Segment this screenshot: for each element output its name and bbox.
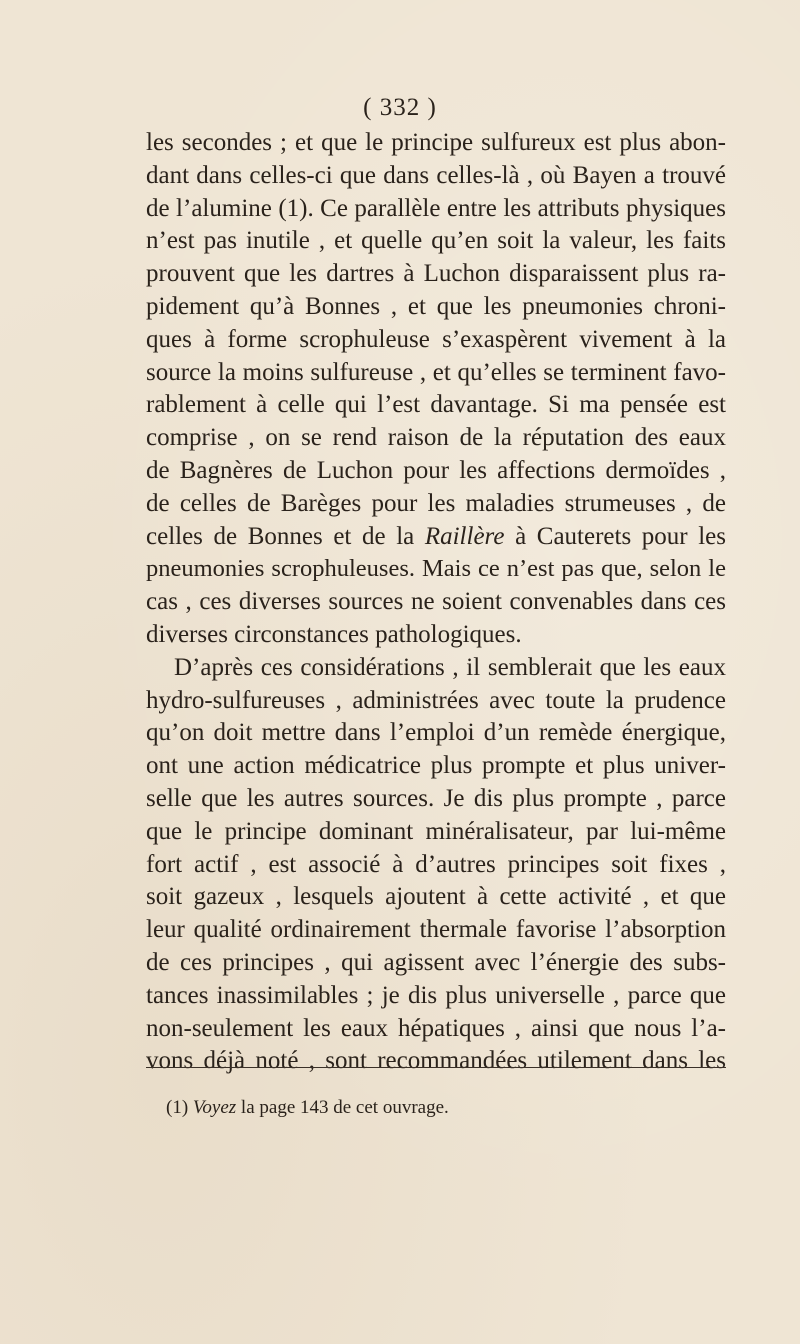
text-line-with-italic <box>146 521 726 554</box>
text-line: de ces principes , qui agissent avec l’énergie des subs- <box>146 948 726 976</box>
text-line: qu’on doit mettre dans l’emploi d’un remède énergique, <box>146 719 726 747</box>
paragraph-2 <box>146 652 726 1078</box>
text-line: vons déjà noté , sont recommandées utilement dans les <box>146 1047 726 1075</box>
text-line: de l’alumine (1). Ce parallèle entre les attributs physiques <box>146 194 726 222</box>
footnote-text: la page 143 de cet ouvrage. <box>236 1097 449 1118</box>
footnote-marker: (1) <box>166 1097 193 1118</box>
body-text <box>146 127 726 1078</box>
text-line: non-seulement les eaux hépatiques , ainsi que nous l’a- <box>146 1014 726 1042</box>
text-line: comprise , on se rend raison de la réputation des eaux <box>146 424 726 452</box>
text-line: rablement à celle qui l’est davantage. Si ma pensée est <box>146 391 726 419</box>
text-line: ques à forme scrophuleuse s’exaspèrent vivement à la <box>146 325 726 353</box>
paragraph-1 <box>146 127 726 652</box>
text-line: pidement qu’à Bonnes , et que les pneumonies chroni- <box>146 292 726 320</box>
text-line: source la moins sulfureuse , et qu’elles se terminent favo- <box>146 358 726 386</box>
text-line: selle que les autres sources. Je dis plus prompte , parce <box>146 784 726 812</box>
text-line: leur qualité ordinairement thermale favorise l’absorption <box>146 916 726 944</box>
text-line: les secondes ; et que le principe sulfureux est plus abon- <box>146 129 726 156</box>
text-line: hydro-sulfureuses , administrées avec toute la prudence <box>146 686 726 714</box>
text-line: cas , ces diverses sources ne soient convenables dans ces <box>146 588 726 616</box>
line-text-after: à Cauterets pour les <box>504 522 726 550</box>
footnote-rule <box>146 1067 726 1068</box>
text-line: dant dans celles-ci que dans celles-là , où Bayen a trouvé <box>146 161 726 189</box>
text-line: n’est pas inutile , et quelle qu’en soit la valeur, les faits <box>146 227 726 255</box>
text-line: ont une action médicatrice plus prompte et plus univer- <box>146 752 726 780</box>
text-line: que le principe dominant minéralisateur, par lui-même <box>146 817 726 845</box>
text-line: D’après ces considérations , il semblerait que les eaux <box>174 653 726 681</box>
footnote <box>166 1095 449 1121</box>
text-line: fort actif , est associé à d’autres principes soit fixes , <box>146 850 726 878</box>
text-line: tances inassimilables ; je dis plus universelle , parce que <box>146 981 726 1009</box>
page-number: ( 332 ) <box>363 94 437 121</box>
italic-place-name: Raillère <box>424 522 505 550</box>
text-line: prouvent que les dartres à Luchon disparaissent plus ra- <box>146 260 726 288</box>
footnote-italic: Voyez <box>192 1097 237 1118</box>
text-line: de celles de Barèges pour les maladies strumeuses , de <box>146 489 726 517</box>
text-line: pneumonies scrophuleuses. Mais ce n’est pas que, selon le <box>146 555 726 583</box>
text-line: de Bagnères de Luchon pour les affections dermoïdes , <box>146 456 726 484</box>
text-line: soit gazeux , lesquels ajoutent à cette activité , et que <box>146 883 726 911</box>
text-line: diverses circonstances pathologiques. <box>146 620 522 648</box>
line-text-before: celles de Bonnes et de la <box>146 522 425 550</box>
